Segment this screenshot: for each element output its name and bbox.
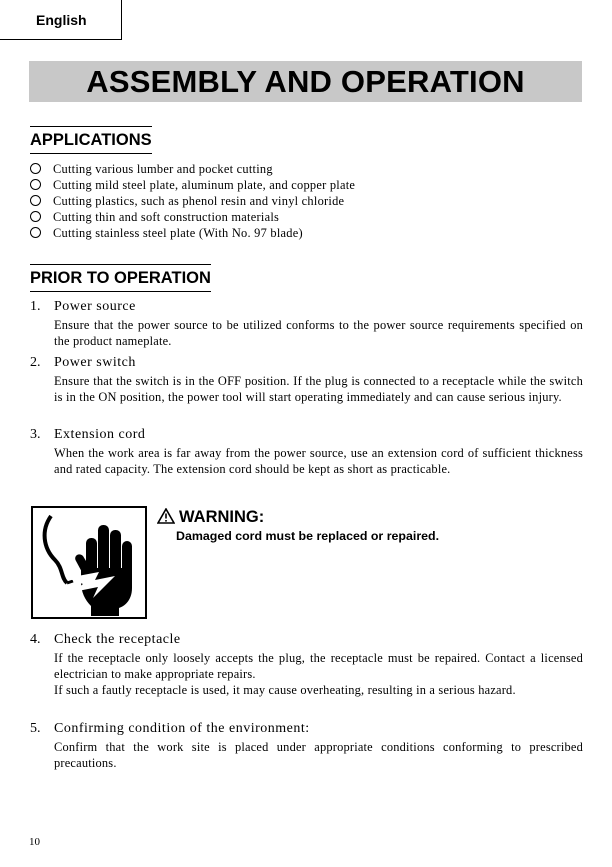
prior-to-operation-heading: PRIOR TO OPERATION xyxy=(30,264,211,292)
item-title: Extension cord xyxy=(54,427,146,442)
item-body: Ensure that the power source to be utilized conforms to the power source requirements specified on the product nameplate. xyxy=(54,318,583,348)
applications-heading: APPLICATIONS xyxy=(30,126,152,154)
bullet-circle-icon xyxy=(30,195,41,206)
bullet-circle-icon xyxy=(30,163,41,174)
page-title: ASSEMBLY AND OPERATION xyxy=(86,64,525,99)
item-title: Confirming condition of the environment: xyxy=(54,721,310,736)
warning-triangle-icon xyxy=(157,508,175,524)
item-number: 5. xyxy=(30,721,41,736)
electric-shock-hand-icon xyxy=(31,506,147,619)
page-title-band xyxy=(29,61,582,102)
warning-text: Damaged cord must be replaced or repaired. xyxy=(176,529,440,543)
list-item: Cutting thin and soft construction materials xyxy=(30,210,355,226)
item-body: If the receptacle only loosely accepts the plug, the receptacle must be repaired. Contact a licensed electrician to make appropriate repairs. If such a fautly receptacle is used, it may cause overheating, resulting in a serious hazard. xyxy=(54,651,583,697)
item-number: 2. xyxy=(30,355,41,370)
item-body: When the work area is far away from the power source, use an extension cord of sufficient thickness and rated capacity. The extension cord should be kept as short as practicable. xyxy=(54,446,583,476)
page-number: 10 xyxy=(29,836,40,848)
item-body: Ensure that the switch is in the OFF position. If the plug is connected to a receptacle while the switch is in the ON position, the power tool will start operating immediately and can cause serious injury. xyxy=(54,374,583,404)
bullet-circle-icon xyxy=(30,179,41,190)
item-number: 4. xyxy=(30,632,41,647)
warning-title: WARNING: xyxy=(157,508,264,527)
item-number: 3. xyxy=(30,427,41,442)
language-label: English xyxy=(36,12,87,28)
list-item: Cutting various lumber and pocket cutting xyxy=(30,162,355,178)
list-item: Cutting plastics, such as phenol resin and vinyl chloride xyxy=(30,194,355,210)
bullet-circle-icon xyxy=(30,211,41,222)
item-title: Check the receptacle xyxy=(54,632,181,647)
applications-list xyxy=(30,162,355,242)
item-number: 1. xyxy=(30,299,41,314)
item-title: Power switch xyxy=(54,355,136,370)
list-item: Cutting stainless steel plate (With No. 97 blade) xyxy=(30,226,355,242)
list-item: Cutting mild steel plate, aluminum plate, and copper plate xyxy=(30,178,355,194)
language-tab xyxy=(0,0,122,40)
item-title: Power source xyxy=(54,299,136,314)
item-body: Confirm that the work site is placed under appropriate conditions conforming to prescribed precautions. xyxy=(54,740,583,770)
bullet-circle-icon xyxy=(30,227,41,238)
